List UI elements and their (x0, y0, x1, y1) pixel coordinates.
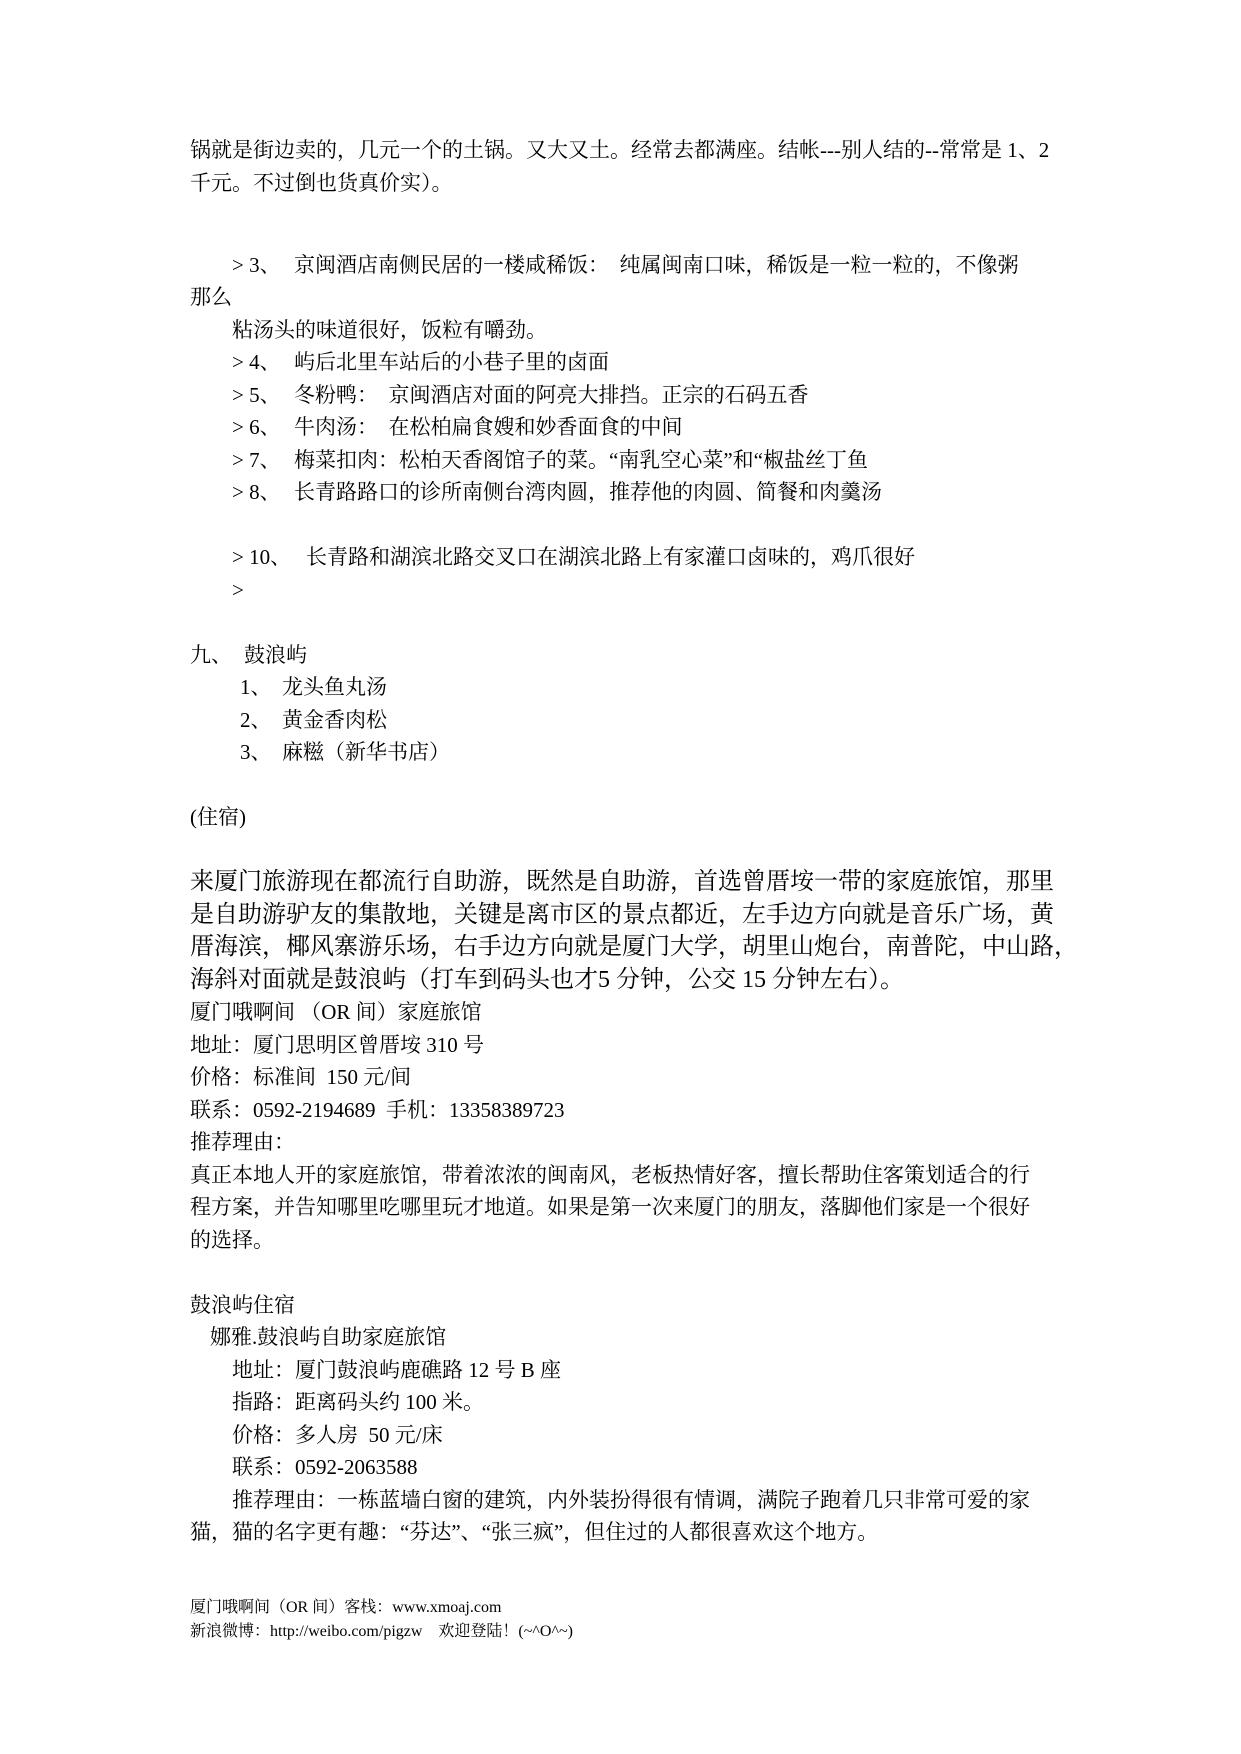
item-number: 3、 (240, 740, 272, 764)
item-text: 黄金香肉松 (282, 708, 387, 732)
gulangyu-guesthouse-reason-line-2: 猫，猫的名字更有趣：“芬达”、“张三疯”，但住过的人都很喜欢这个地方。 (190, 1520, 879, 1544)
snack-item-8 (232, 476, 1101, 508)
snack-item-3-wrap-1: 那么 (190, 285, 232, 309)
lodging-intro-line-3: 厝海滨，椰风寨游乐场，右手边方向就是厦门大学，胡里山炮台，南普陀，中山路， (190, 934, 1078, 960)
snack-item-6 (232, 411, 1101, 443)
gulangyu-guesthouse-address: 地址：厦门鼓浪屿鹿礁路 12 号 B 座 (232, 1358, 562, 1382)
item-text: 牛肉汤： 在松柏扁食嫂和妙香面食的中间 (294, 415, 683, 439)
footer-line-1: 厦门哦啊间（OR 间）客栈：www.xmoaj.com (190, 1599, 502, 1616)
item-text: 屿后北里车站后的小巷子里的卤面 (294, 350, 609, 374)
section-title: 鼓浪屿 (244, 643, 307, 667)
item-marker: > 4、 (232, 350, 281, 374)
guesthouse-reason-line-3: 的选择。 (190, 1228, 274, 1252)
gulangyu-guesthouse-contact: 联系：0592-2063588 (232, 1455, 418, 1479)
guesthouse-address: 地址：厦门思明区曾厝垵 310 号 (190, 1033, 484, 1057)
item-number: 2、 (240, 708, 272, 732)
lodging-intro-line-1: 来厦门旅游现在都流行自助游，既然是自助游，首选曾厝垵一带的家庭旅馆，那里 (190, 869, 1054, 895)
footer-line-2: 新浪微博：http://weibo.com/pigzw 欢迎登陆！(~^O^~) (190, 1623, 573, 1640)
snack-item-4 (232, 346, 1101, 378)
item-text: 长青路路口的诊所南侧台湾肉圆，推荐他的肉圆、简餐和肉羹汤 (294, 480, 882, 504)
guesthouse-reason-label: 推荐理由： (190, 1130, 295, 1154)
snack-item-5 (232, 379, 1101, 411)
item-text: 龙头鱼丸汤 (282, 675, 387, 699)
gulangyu-guesthouse-reason-line-1: 推荐理由：一栋蓝墙白窗的建筑，内外装扮得很有情调，满院子跑着几只非常可爱的家 (232, 1488, 1030, 1512)
item-number: 1、 (240, 675, 272, 699)
item-marker: > 7、 (232, 448, 281, 472)
guesthouse-reason-line-1: 真正本地人开的家庭旅馆，带着浓浓的闽南风，老板热情好客，擅长帮助住客策划适合的行 (190, 1163, 1030, 1187)
lodging-intro-line-4: 海斜对面就是鼓浪屿（打车到码头也才5 分钟，公交 15 分钟左右）。 (190, 967, 904, 993)
snack-item-3-wrap-2: 粘汤头的味道很好，饭粒有嚼劲。 (232, 318, 547, 342)
item-marker: > 6、 (232, 415, 281, 439)
food-text-line-1: 锅就是街边卖的，几元一个的土锅。又大又土。经常去都满座。结帐---别人结的--常常是 1、2 (190, 138, 1050, 162)
list-item (240, 704, 1101, 736)
section-number: 九、 (190, 643, 232, 667)
snack-item-10 (232, 541, 1101, 573)
gulangyu-lodging-heading: 鼓浪屿住宿 (190, 1293, 295, 1317)
food-text-line-2: 千元。不过倒也货真价实）。 (190, 171, 453, 195)
item-marker: > 3、 (232, 253, 281, 277)
gulangyu-guesthouse-price: 价格：多人房 50 元/床 (232, 1423, 443, 1447)
item-text: 京闽酒店南侧民居的一楼咸稀饭： 纯属闽南口味，稀饭是一粒一粒的，不像粥 (294, 253, 1019, 277)
section-heading-gulangyu (190, 639, 1101, 671)
gulangyu-guesthouse-directions: 指路：距离码头约 100 米。 (232, 1390, 484, 1414)
snack-item-3 (232, 249, 1101, 281)
lodging-label: (住宿) (190, 805, 246, 829)
item-text: 冬粉鸭： 京闽酒店对面的阿亮大排挡。正宗的石码五香 (294, 383, 809, 407)
lodging-intro-line-2: 是自助游驴友的集散地，关键是离市区的景点都近，左手边方向就是音乐广场，黄 (190, 902, 1054, 928)
item-marker: > 10、 (232, 545, 292, 569)
snack-item-7 (232, 444, 1101, 476)
guesthouse-contact: 联系：0592-2194689 手机：13358389723 (190, 1098, 565, 1122)
snack-trailing-marker: > (232, 578, 244, 602)
item-marker: > 8、 (232, 480, 281, 504)
guesthouse-price: 价格：标准间 150 元/间 (190, 1065, 412, 1089)
guesthouse-reason-line-2: 程方案，并告知哪里吃哪里玩才地道。如果是第一次来厦门的朋友，落脚他们家是一个很好 (190, 1195, 1030, 1219)
gulangyu-guesthouse-name: 娜雅.鼓浪屿自助家庭旅馆 (210, 1325, 447, 1349)
item-text: 麻糍（新华书店） (282, 740, 450, 764)
list-item (240, 736, 1101, 768)
guesthouse-name: 厦门哦啊间 （OR 间）家庭旅馆 (190, 1000, 482, 1024)
item-marker: > 5、 (232, 383, 281, 407)
item-text: 梅菜扣肉：松柏天香阁馆子的菜。“南乳空心菜”和“椒盐丝丁鱼 (294, 448, 868, 472)
item-text: 长青路和湖滨北路交叉口在湖滨北路上有家灌口卤味的，鸡爪很好 (306, 545, 915, 569)
list-item (240, 671, 1101, 703)
